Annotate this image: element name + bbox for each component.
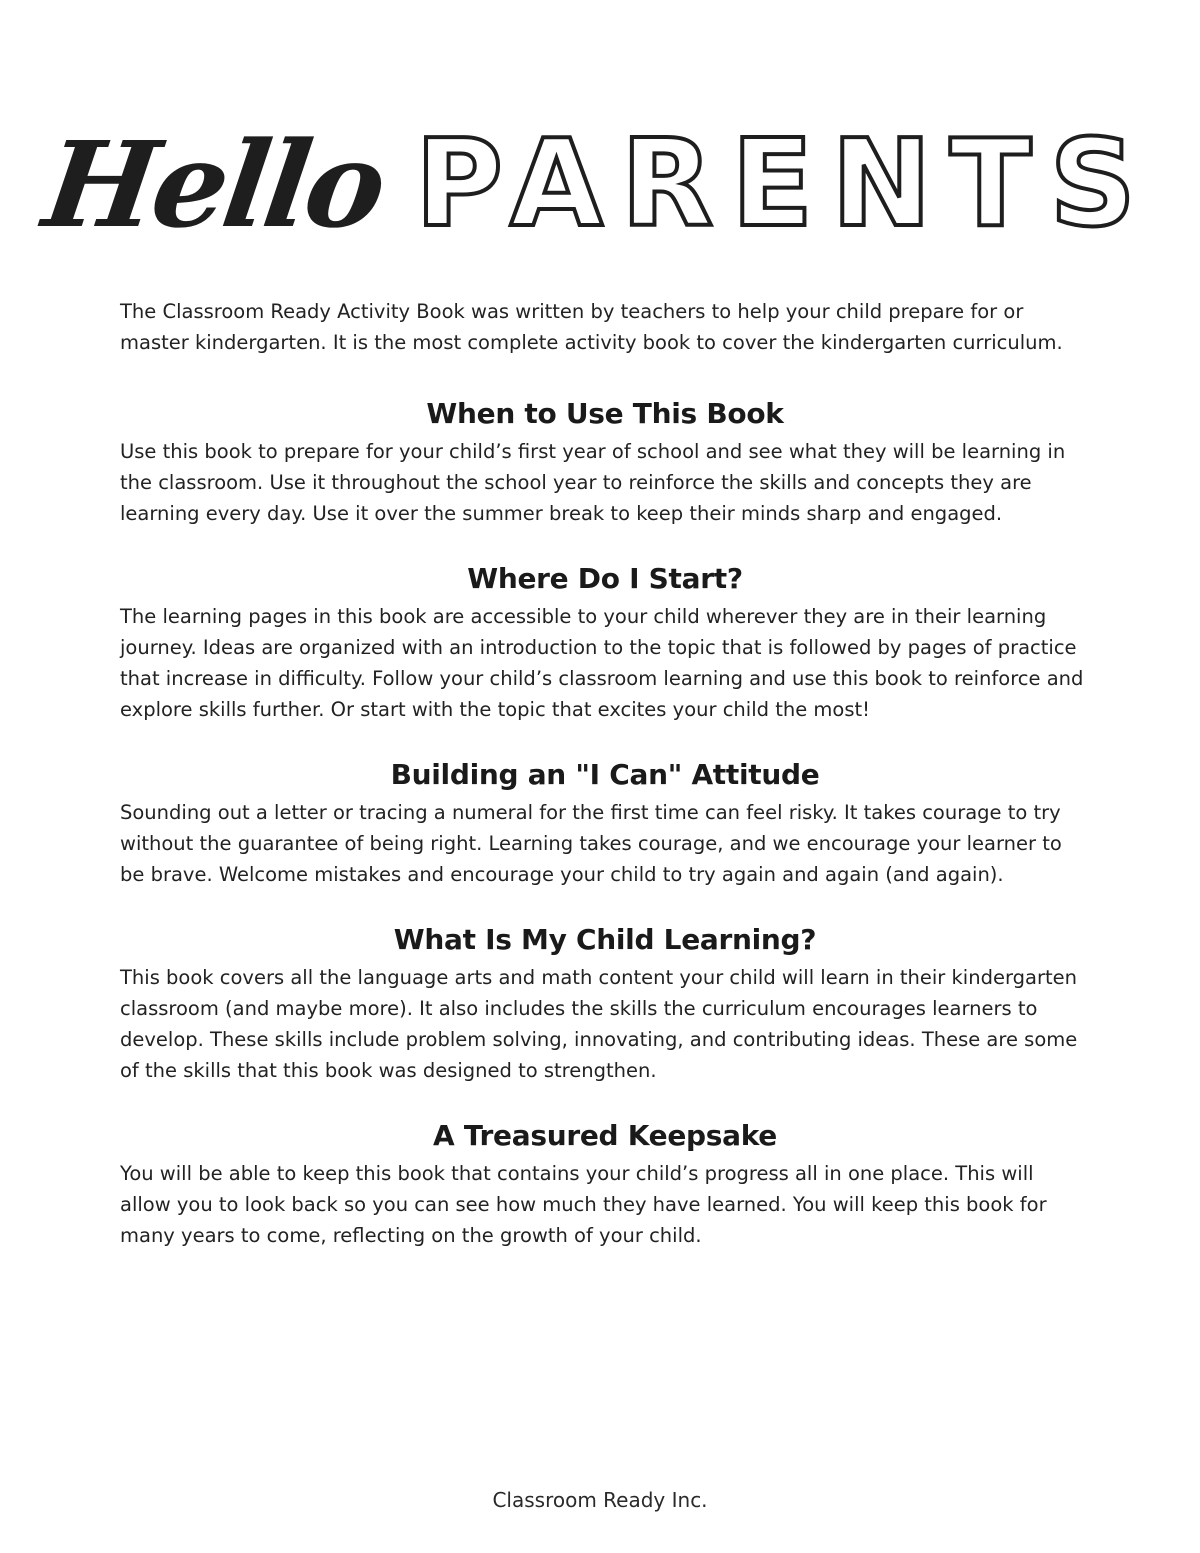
title-outline-word: PARENTS xyxy=(415,115,1154,254)
section-paragraph: This book covers all the language arts and math content your child will learn in their kindergarten classroom (and maybe more). It also includes the skills the curriculum encourages learners to develop. These skills include problem solving, innovating, and contributing ideas. These are some of the skills that this book was designed to strengthen. xyxy=(120,966,1078,1082)
section-keepsake xyxy=(120,1118,1090,1251)
section-paragraph: You will be able to keep this book that contains your child’s progress all in one place. This will allow you to look back so you can see how much they have learned. You will keep this book for many years to come, reflecting on the growth of your child. xyxy=(120,1162,1047,1247)
section-child-learning xyxy=(120,922,1090,1086)
title-script-word: Hello xyxy=(36,115,391,254)
page-footer: Classroom Ready Inc. xyxy=(492,1488,708,1512)
section-heading: When to Use This Book xyxy=(426,397,784,430)
section-heading: Building an "I Can" Attitude xyxy=(390,758,820,791)
document-body xyxy=(120,296,1090,1283)
section-paragraph: The learning pages in this book are accessible to your child wherever they are in their learning journey. Ideas are organized with an introduction to the topic that is followed by pages of practice that increase in difficulty. Follow your child’s classroom learning and use this book to reinforce and explore skills further. Or start with the topic that excites your child the most! xyxy=(120,605,1084,721)
page-title xyxy=(0,110,1200,260)
section-paragraph: Sounding out a letter or tracing a numeral for the first time can feel risky. It takes courage to try without the guarantee of being right. Learning takes courage, and we encourage your learner to be brave. Welcome mistakes and encourage your child to try again and again (and again). xyxy=(120,801,1062,886)
section-i-can-attitude xyxy=(120,757,1090,890)
section-paragraph: Use this book to prepare for your child’s first year of school and see what they will be learning in the classroom. Use it throughout the school year to reinforce the skills and concepts they are learning every day. Use it over the summer break to keep their minds sharp and engaged. xyxy=(120,440,1066,525)
intro-paragraph: The Classroom Ready Activity Book was written by teachers to help your child prepare for or master kindergarten. It is the most complete activity book to cover the kindergarten curriculum. xyxy=(120,300,1063,354)
section-where-to-start xyxy=(120,561,1090,725)
section-heading: What Is My Child Learning? xyxy=(393,923,817,956)
section-when-to-use xyxy=(120,396,1090,529)
section-heading: A Treasured Keepsake xyxy=(433,1119,777,1152)
section-heading: Where Do I Start? xyxy=(467,562,743,595)
